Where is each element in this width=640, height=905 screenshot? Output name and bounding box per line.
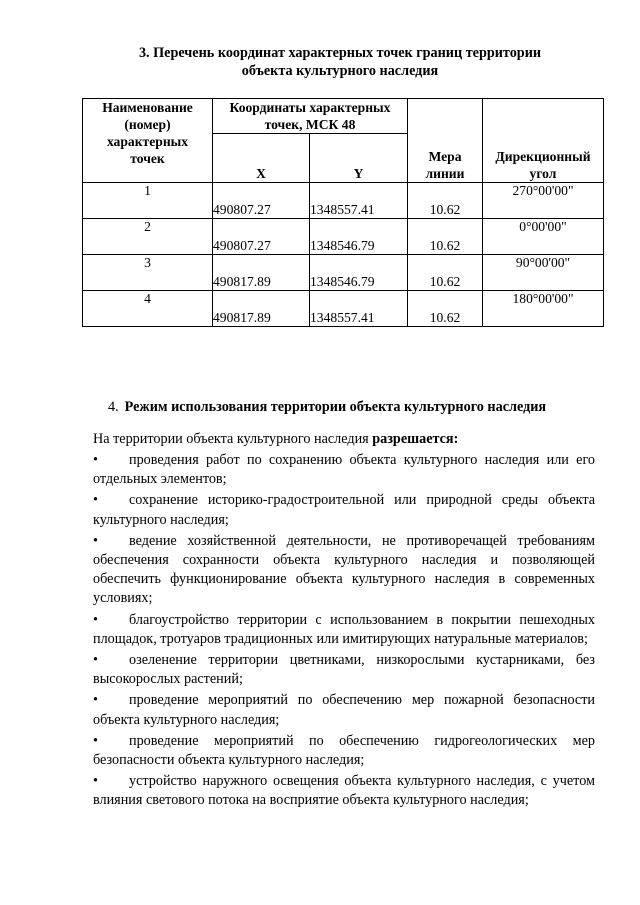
header-point-name-line: (номер) — [124, 117, 171, 132]
section-3-title-line2: объекта культурного наследия — [241, 63, 439, 79]
list-item — [93, 772, 595, 810]
header-point-name-line: Наименование — [102, 100, 193, 115]
bullet-icon: • — [93, 773, 98, 790]
list-item — [93, 532, 595, 609]
cell-line-measure: 10.62 — [408, 291, 483, 327]
header-y: Y — [310, 134, 408, 183]
bullet-icon: • — [93, 492, 98, 509]
list-item-text: ведение хозяйственной деятельности, не противоречащей требованиям обеспечения сохранности объекта культурного наследия и позволяющей обеспечить функционирование объекта культурного наследия в современных условиях; — [93, 532, 595, 607]
table-header-row — [83, 99, 604, 134]
cell-y: 1348546.79 — [310, 219, 408, 255]
table-row — [83, 291, 604, 327]
list-item-text: проведение мероприятий по обеспечению гидрогеологических мер безопасности объекта культурного наследия; — [93, 732, 595, 769]
header-point-name — [83, 99, 213, 183]
table-row — [83, 219, 604, 255]
section-4-title — [108, 398, 546, 416]
cell-point-number: 1 — [83, 183, 213, 219]
header-coordinates-line: точек, МСК 48 — [264, 117, 356, 132]
cell-point-number: 4 — [83, 291, 213, 327]
cell-line-measure: 10.62 — [408, 183, 483, 219]
cell-point-number: 3 — [83, 255, 213, 291]
header-line-measure — [408, 99, 483, 183]
list-item — [93, 611, 595, 649]
list-item-text: устройство наружного освещения объекта культурного наследия, с учетом влияния светового потока на восприятие объекта культурного наследия; — [93, 773, 595, 809]
bullet-icon: • — [93, 652, 98, 669]
cell-direction-angle: 180°00'00" — [483, 291, 604, 327]
cell-line-measure: 10.62 — [408, 219, 483, 255]
intro-text: На территории объекта культурного наследия — [93, 431, 373, 447]
cell-y: 1348557.41 — [310, 183, 408, 219]
list-item — [93, 491, 595, 529]
section-3-title-line1: 3. Перечень координат характерных точек границ территории — [138, 45, 542, 61]
cell-y: 1348557.41 — [310, 291, 408, 327]
header-point-name-line: характерных — [106, 134, 189, 149]
intro-paragraph — [93, 430, 595, 451]
bullet-icon: • — [93, 732, 98, 749]
header-point-name-line: точек — [130, 151, 165, 166]
bullet-icon: • — [93, 532, 98, 549]
header-coordinates-line: Координаты характерных — [229, 100, 391, 115]
cell-direction-angle: 270°00'00" — [483, 183, 604, 219]
section-4-body — [93, 430, 595, 813]
coordinates-table — [82, 98, 604, 327]
header-line-measure-line: линии — [425, 166, 465, 181]
header-direction-angle-line: угол — [529, 166, 557, 181]
list-item-text: сохранение историко-градостроительной или природной среды объекта культурного наследия; — [93, 492, 595, 528]
bullet-icon: • — [93, 611, 98, 628]
cell-point-number: 2 — [83, 219, 213, 255]
header-line-measure-line: Мера — [428, 149, 462, 164]
header-coordinates — [213, 99, 408, 134]
list-item-text: озеленение территории цветниками, низкорослыми кустарниками, без высокорослых растений; — [93, 652, 595, 688]
section-3-title — [60, 44, 620, 80]
section-4-title-text: Режим использования территории объекта культурного наследия — [124, 399, 547, 415]
section-4-number: 4. — [108, 399, 119, 415]
intro-bold: разрешается: — [372, 431, 459, 447]
cell-line-measure: 10.62 — [408, 255, 483, 291]
cell-x: 490807.27 — [213, 183, 310, 219]
list-item — [93, 451, 595, 489]
cell-x: 490817.89 — [213, 291, 310, 327]
list-item — [93, 651, 595, 689]
table-row — [83, 255, 604, 291]
cell-y: 1348546.79 — [310, 255, 408, 291]
table-row — [83, 183, 604, 219]
cell-x: 490807.27 — [213, 219, 310, 255]
list-item-text: проведения работ по сохранению объекта культурного наследия или его отдельных элементов; — [93, 452, 595, 488]
header-direction-angle — [483, 99, 604, 183]
list-item — [93, 691, 595, 729]
bullet-icon: • — [93, 452, 98, 468]
cell-direction-angle: 0°00'00" — [483, 219, 604, 255]
list-item — [93, 732, 595, 770]
list-item-text: проведение мероприятий по обеспечению мер пожарной безопасности объекта культурного наследия; — [93, 692, 595, 728]
header-direction-angle-line: Дирекционный — [495, 149, 591, 164]
header-x: X — [213, 134, 310, 183]
cell-direction-angle: 90°00'00" — [483, 255, 604, 291]
list-item-text: благоустройство территории с использованием в покрытии пешеходных площадок, тротуаров традиционных или имитирующих натуральные материалов; — [93, 611, 595, 647]
bullet-icon: • — [93, 692, 98, 709]
cell-x: 490817.89 — [213, 255, 310, 291]
